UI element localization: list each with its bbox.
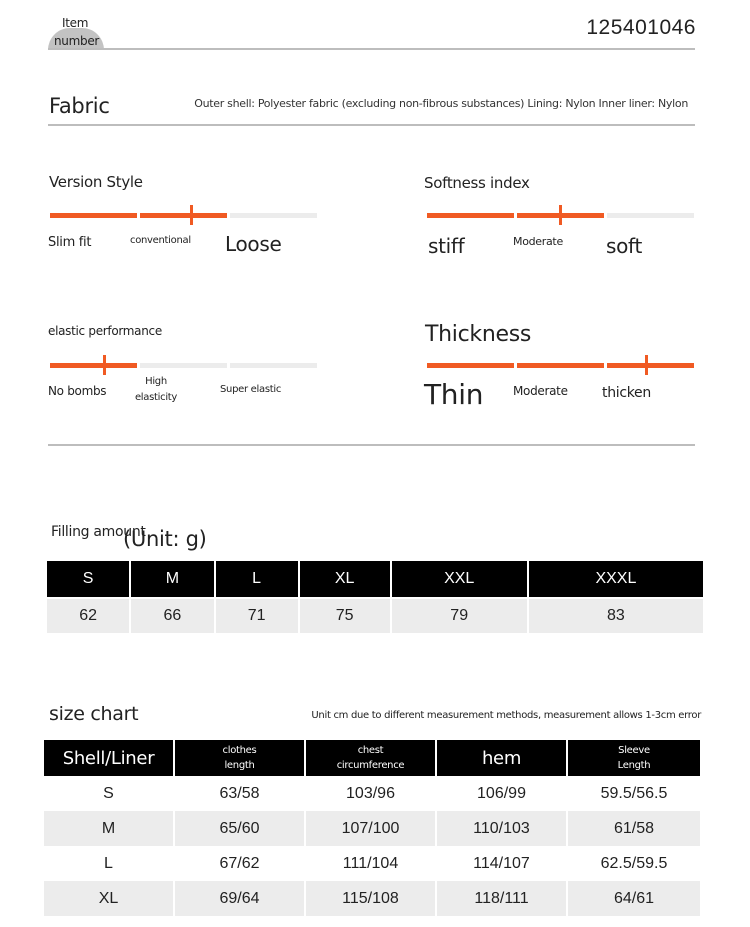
elastic-label-high-elasticity [132, 374, 180, 406]
scales-divider [48, 444, 695, 446]
elastic-label-super-elastic: Super elastic [220, 384, 282, 395]
header-clothes-length-line1: clothes [222, 745, 257, 756]
bar-segment-3 [607, 363, 694, 368]
item-number-value: 125401046 [586, 16, 696, 39]
size-cell: 106/99 [437, 776, 568, 811]
bar-segment-1 [50, 213, 137, 218]
header-clothes-length [175, 740, 306, 776]
version-style-label-loose: Loose [225, 232, 282, 256]
filling-value-cell: 66 [131, 597, 215, 633]
thickness-bar [427, 363, 694, 368]
filling-value-cell: 71 [216, 597, 300, 633]
thickness-marker [645, 355, 648, 375]
bar-segment-3 [607, 213, 694, 218]
bar-segment-1 [50, 363, 137, 368]
elastic-performance-title: elastic performance [48, 324, 162, 338]
header-clothes-length-line2: length [224, 760, 255, 771]
size-cell: 115/108 [306, 881, 437, 916]
header-sleeve-length [568, 740, 700, 776]
size-cell: 118/111 [437, 881, 568, 916]
elastic-label-no-bombs: No bombs [48, 384, 107, 398]
size-cell: 59.5/56.5 [600, 784, 668, 802]
softness-label-moderate: Moderate [513, 235, 563, 248]
thickness-label-thicken: thicken [602, 385, 651, 401]
elastic-label-high-line1: High [145, 376, 167, 387]
version-style-label-slim: Slim fit [48, 235, 92, 250]
softness-index-title: Softness index [424, 174, 530, 192]
fabric-divider [48, 124, 695, 126]
header-hem: hem [437, 740, 568, 776]
size-chart-note: Unit cm due to different measurement methods, measurement allows 1-3cm error [311, 710, 701, 721]
size-cell: 107/100 [306, 811, 437, 846]
size-cell: 114/107 [437, 846, 568, 881]
filling-value-cell: 83 [529, 597, 703, 633]
filling-amount-table [47, 561, 703, 633]
size-cell: 111/104 [306, 846, 437, 881]
filling-amount-title: Filling amount [51, 524, 146, 540]
filling-value-cell: 75 [300, 597, 392, 633]
elastic-label-high-line2: elasticity [134, 392, 178, 403]
version-style-bar [50, 213, 317, 218]
bar-segment-2 [140, 363, 227, 368]
thickness-label-thin: Thin [424, 378, 484, 411]
bar-segment-3 [230, 363, 317, 368]
size-chart-row [44, 881, 700, 916]
filling-amount-unit: (Unit: g) [123, 527, 207, 551]
version-style-title: Version Style [49, 173, 143, 191]
bar-segment-2 [517, 363, 604, 368]
softness-index-marker [559, 205, 562, 225]
bar-segment-1 [427, 213, 514, 218]
size-cell: 64/61 [568, 881, 700, 916]
filling-value-cell: 79 [392, 597, 529, 633]
filling-value-row [47, 597, 703, 633]
size-chart-row [44, 811, 700, 846]
header-chest-circumference [306, 740, 437, 776]
size-chart-title: size chart [49, 703, 139, 725]
elastic-performance-bar [50, 363, 317, 368]
filling-header-size: L [216, 561, 300, 597]
header-sleeve-line1: Sleeve [618, 745, 650, 756]
filling-header-size: XXL [392, 561, 529, 597]
bar-segment-2 [140, 213, 227, 218]
size-cell: 65/60 [175, 811, 306, 846]
size-cell: 103/96 [306, 776, 437, 811]
filling-header-size: XL [300, 561, 392, 597]
version-style-marker [190, 205, 193, 225]
filling-value-cell: 62 [47, 597, 131, 633]
filling-header-row [47, 561, 703, 597]
size-chart-row [44, 846, 700, 881]
filling-header-size: XXXL [529, 561, 703, 597]
bar-segment-3 [230, 213, 317, 218]
size-cell: 61/58 [568, 811, 700, 846]
header-chest-line1: chest [357, 745, 384, 756]
size-cell: S [44, 776, 175, 811]
size-chart-table [44, 740, 700, 916]
item-label-line1: Item [62, 16, 89, 30]
filling-header-size: M [131, 561, 215, 597]
fabric-title: Fabric [49, 94, 110, 118]
fabric-description: Outer shell: Polyester fabric (excluding non-fibrous substances) Lining: Nylon Inner liner: Nylon [194, 97, 688, 110]
size-chart-row [44, 776, 700, 811]
size-cell: XL [44, 881, 175, 916]
softness-label-soft: soft [606, 234, 642, 258]
item-label-line2: number [54, 34, 100, 48]
header-sleeve-line2: Length [617, 760, 651, 771]
version-style-label-conventional: conventional [130, 235, 191, 246]
header-divider [48, 48, 695, 50]
size-cell: 110/103 [437, 811, 568, 846]
size-cell: 62.5/59.5 [600, 854, 668, 872]
size-chart-header-row [44, 740, 700, 776]
softness-index-bar [427, 213, 694, 218]
header-shell-liner: Shell/Liner [44, 740, 175, 776]
thickness-label-moderate: Moderate [513, 384, 568, 398]
size-cell: 63/58 [175, 776, 306, 811]
header-chest-line2: circumference [336, 760, 405, 771]
size-cell: M [44, 811, 175, 846]
bar-segment-1 [427, 363, 514, 368]
size-cell: 67/62 [175, 846, 306, 881]
elastic-performance-marker [103, 355, 106, 375]
thickness-title: Thickness [425, 322, 532, 347]
item-number-label [48, 14, 104, 50]
filling-header-size: S [47, 561, 131, 597]
softness-label-stiff: stiff [428, 234, 465, 258]
size-cell: 69/64 [175, 881, 306, 916]
size-cell: L [44, 846, 175, 881]
